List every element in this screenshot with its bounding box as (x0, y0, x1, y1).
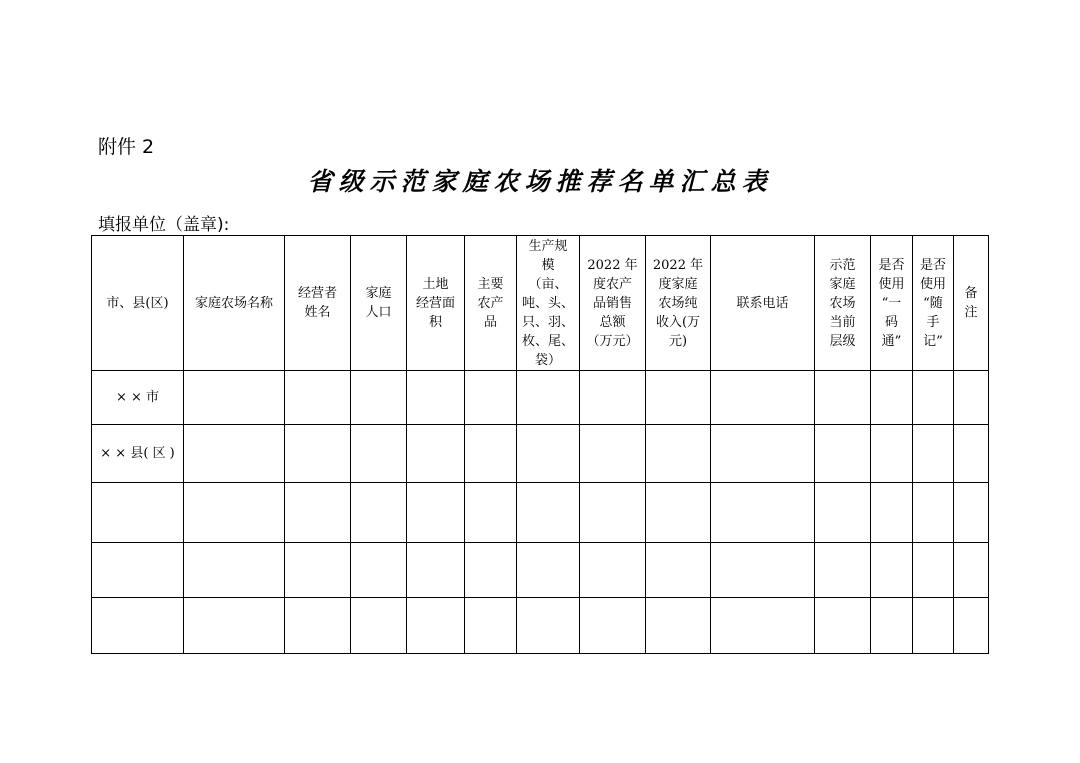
column-header (711, 236, 815, 371)
summary-table (91, 235, 989, 654)
table-cell (580, 425, 646, 483)
table-cell (580, 598, 646, 654)
table-cell (407, 483, 465, 543)
table-cell (871, 543, 913, 598)
table-header-row (92, 236, 989, 371)
region-label: × × 市 (115, 390, 160, 405)
table-cell (285, 543, 351, 598)
table-cell (871, 598, 913, 654)
table-cell (92, 483, 184, 543)
filling-unit-label: 填报单位（盖章): (98, 215, 230, 235)
table-cell (711, 371, 815, 425)
table-cell (954, 483, 989, 543)
column-header-label: 主要 农产 品 (477, 276, 504, 330)
table-cell (517, 483, 580, 543)
column-header-label: 家庭农场名称 (194, 295, 273, 311)
table-cell (184, 598, 285, 654)
column-header-label: 示范 家庭 农场 当前 层级 (829, 257, 856, 349)
table-cell (815, 425, 871, 483)
table-cell (184, 543, 285, 598)
table-row (92, 425, 989, 483)
table-cell (954, 425, 989, 483)
table-cell (646, 425, 711, 483)
table-cell (407, 371, 465, 425)
table-cell (580, 543, 646, 598)
table-cell (913, 425, 954, 483)
table-cell (184, 425, 285, 483)
column-header (92, 236, 184, 371)
table-cell (517, 425, 580, 483)
table-cell (184, 483, 285, 543)
table-cell (285, 598, 351, 654)
table-cell (351, 425, 407, 483)
column-header (407, 236, 465, 371)
table-cell (465, 598, 517, 654)
table-cell (815, 598, 871, 654)
table-cell (580, 483, 646, 543)
table-cell (351, 543, 407, 598)
column-header-label: 是否 使用 “随 手 记” (919, 257, 946, 349)
column-header (954, 236, 989, 371)
column-header-label: 经营者 姓名 (297, 286, 337, 320)
table-cell (913, 483, 954, 543)
table-cell (465, 543, 517, 598)
table-cell (351, 371, 407, 425)
column-header (184, 236, 285, 371)
column-header (465, 236, 517, 371)
table-cell (407, 598, 465, 654)
table-cell (954, 371, 989, 425)
column-header-label: 生产规 模 （亩、 吨、头、 只、羽、 枚、尾、 袋） (521, 238, 574, 368)
attachment-label: 附件 2 (98, 136, 155, 158)
column-header (517, 236, 580, 371)
column-header (580, 236, 646, 371)
table-cell (954, 543, 989, 598)
column-header (815, 236, 871, 371)
table-cell (92, 598, 184, 654)
column-header-label: 土地 经营面 积 (415, 276, 455, 330)
table-cell (646, 371, 711, 425)
table-row (92, 371, 989, 425)
column-header-label: 联系电话 (736, 295, 789, 311)
column-header-label: 2022 年 度农产 品销售 总额 （万元） (586, 257, 639, 349)
table-cell (646, 543, 711, 598)
table-cell (913, 543, 954, 598)
table-cell (711, 543, 815, 598)
column-header-label: 备 注 (964, 286, 978, 320)
table-cell (913, 371, 954, 425)
table-cell (815, 371, 871, 425)
table-cell (184, 371, 285, 425)
table-cell (815, 483, 871, 543)
table-row (92, 483, 989, 543)
table-cell (646, 598, 711, 654)
table-cell (465, 483, 517, 543)
table-cell (92, 543, 184, 598)
table-cell (285, 371, 351, 425)
table-cell (407, 425, 465, 483)
table-cell (871, 425, 913, 483)
table-cell (465, 371, 517, 425)
column-header-label: 是否 使用 “一 码 通” (878, 257, 905, 349)
table-cell (815, 543, 871, 598)
table-cell (92, 425, 184, 483)
table-cell (646, 483, 711, 543)
table-cell (871, 371, 913, 425)
page-title: 省级示范家庭农场推荐名单汇总表 (307, 167, 773, 196)
table-row (92, 598, 989, 654)
table-cell (517, 543, 580, 598)
table-cell (92, 371, 184, 425)
column-header-label: 市、县(区) (106, 295, 169, 311)
table-cell (351, 598, 407, 654)
table-cell (285, 483, 351, 543)
table-cell (407, 543, 465, 598)
table-cell (913, 598, 954, 654)
column-header (871, 236, 913, 371)
table-cell (465, 425, 517, 483)
table-cell (871, 483, 913, 543)
table-cell (517, 598, 580, 654)
column-header-label: 2022 年 度家庭 农场纯 收入(万 元) (652, 257, 704, 349)
table-row (92, 543, 989, 598)
column-header (285, 236, 351, 371)
table-cell (711, 483, 815, 543)
region-label: × × 县( 区 ) (100, 446, 175, 461)
column-header (913, 236, 954, 371)
table-cell (711, 598, 815, 654)
table-cell (711, 425, 815, 483)
table-cell (285, 425, 351, 483)
column-header (646, 236, 711, 371)
column-header (351, 236, 407, 371)
table-cell (517, 371, 580, 425)
table-cell (580, 371, 646, 425)
column-header-label: 家庭 人口 (365, 286, 392, 320)
table-cell (954, 598, 989, 654)
table-cell (351, 483, 407, 543)
